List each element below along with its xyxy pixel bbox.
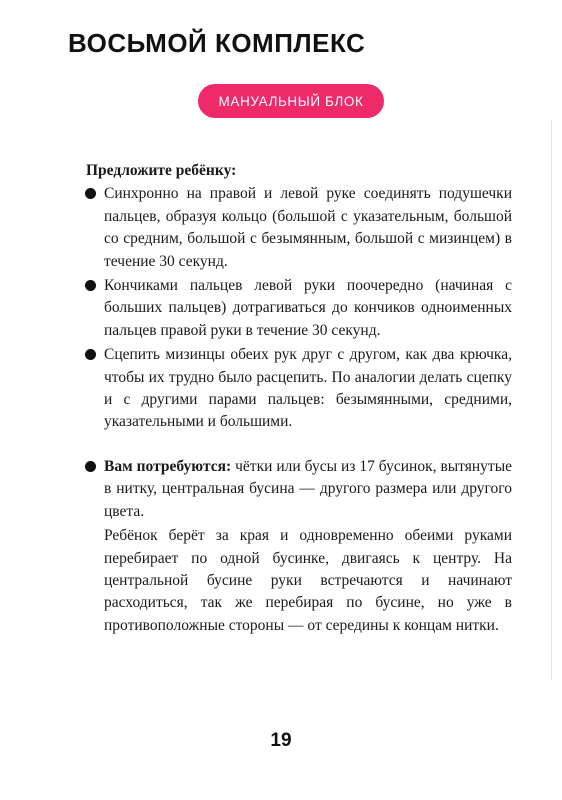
bullet-icon — [85, 188, 96, 199]
exercise-list — [84, 183, 512, 433]
list-item — [84, 183, 512, 273]
requirements-list — [84, 456, 512, 523]
requirements-text: чётки или бусы из 17 бусинок, вытянутые в нитку, центральная бусина — другого размера или другого цвета. — [104, 457, 512, 520]
list-item-text: Кончиками пальцев левой руки поочередно (начиная с больших пальцев) дотрагиваться до кончиков одноименных пальцев правой руки в течение 30 секунд. — [104, 277, 512, 339]
list-item — [84, 456, 512, 523]
bullet-icon — [85, 280, 96, 291]
list-item-text: Синхронно на правой и левой руке соединять подушечки пальцев, образуя кольцо (большой с указательным, большой со средним, большой с безымянным, большой с мизинцем) в течение 30 секунд. — [104, 185, 512, 270]
list-item-text: Сцепить мизинцы обеих рук друг с другом, как два крючка, чтобы их трудно было расцепить. По аналогии делать сцепку и с другими парами пальцев: безымянными, средними, указательными и большими. — [104, 346, 512, 431]
bullet-icon — [85, 461, 96, 472]
requirements-block — [84, 456, 512, 637]
page-edge-line — [551, 120, 552, 680]
instructions-text: Ребёнок берёт за края и одновременно обеими руками перебирает по одной бусинке, двигаясь к центру. На центральной бусине руки встречаются и начинают расходиться, так же перебирая по бусине, но уже в противоположные стороны — от середины к концам нитки. — [104, 527, 512, 634]
section-badge: МАНУАЛЬНЫЙ БЛОК — [198, 84, 384, 118]
lead-text: Предложите ребёнку: — [86, 162, 237, 179]
exercise-content — [84, 160, 512, 637]
list-item — [84, 344, 512, 434]
bullet-icon — [85, 349, 96, 360]
page-title: ВОСЬМОЙ КОМПЛЕКС — [68, 28, 366, 58]
requirements-label: Вам потребуются: — [104, 457, 232, 475]
page-number: 19 — [270, 730, 292, 751]
list-item — [84, 275, 512, 342]
